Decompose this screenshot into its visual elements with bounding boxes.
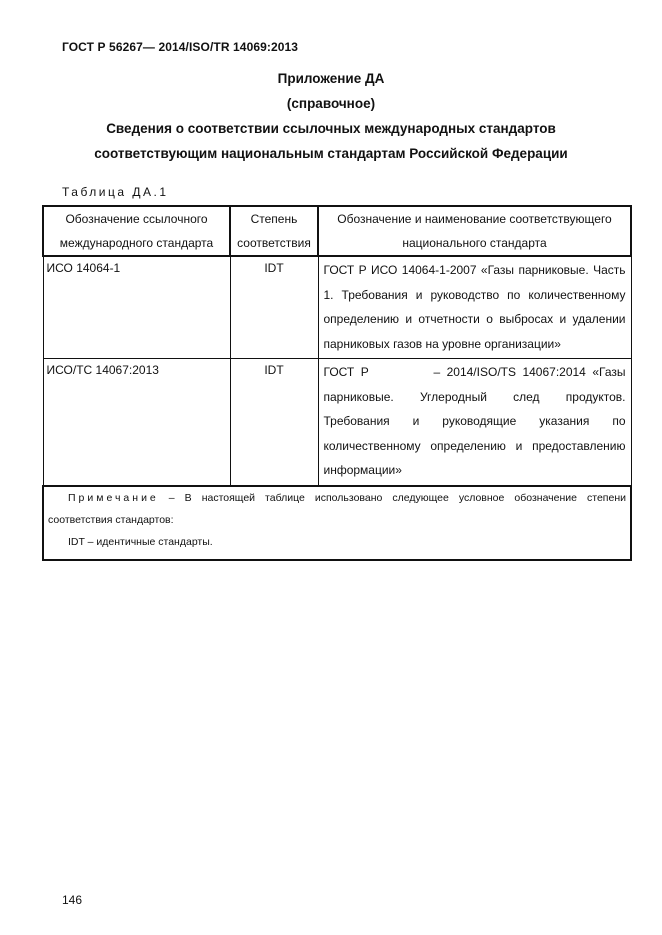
page-number: 146 — [62, 893, 83, 907]
table-header-row — [43, 206, 631, 256]
column-header-degree: Степень соответствия — [230, 206, 318, 256]
note-label: Примечание — [68, 491, 159, 504]
annex-heading-line1: Сведения о соответствии ссылочных международных стандартов — [106, 121, 556, 136]
cell-degree: IDT — [230, 359, 318, 486]
note-legend: IDT – идентичные стандарты. — [68, 535, 213, 548]
cell-national-standard: ГОСТ Р – 2014/ISO/TS 14067:2014 «Газы парниковые. Углеродный след продуктов. Требования и руководящие указания по количественному определению и предоставлению информации» — [318, 359, 631, 486]
annex-title: Приложение ДА — [277, 71, 385, 86]
note-text: – В настоящей таблице использовано следующее условное обозначение степени соответствия стандартов: — [48, 491, 626, 526]
correspondence-table — [42, 205, 632, 561]
cell-intl-standard: ИСО/ТС 14067:2013 — [43, 359, 230, 486]
table-row — [43, 359, 631, 486]
table-label: Таблица ДА.1 — [62, 185, 169, 199]
annex-heading-line2: соответствующим национальным стандартам Российской Федерации — [94, 146, 568, 161]
cell-degree: IDT — [230, 256, 318, 359]
cell-national-standard: ГОСТ Р ИСО 14064-1-2007 «Газы парниковые. Часть 1. Требования и руководство по количественному определению и отчетности о выбросах и удалении парниковых газов на уровне организации» — [318, 256, 631, 359]
table-note — [43, 486, 631, 560]
table-note-row — [43, 486, 631, 560]
column-header-intl: Обозначение ссылочного международного стандарта — [43, 206, 230, 256]
table-row — [43, 256, 631, 359]
document-header: ГОСТ Р 56267— 2014/ISO/TR 14069:2013 — [62, 40, 299, 54]
annex-subtitle: (справочное) — [286, 96, 376, 111]
column-header-national: Обозначение и наименование соответствующего национального стандарта — [318, 206, 631, 256]
cell-intl-standard: ИСО 14064-1 — [43, 256, 230, 359]
